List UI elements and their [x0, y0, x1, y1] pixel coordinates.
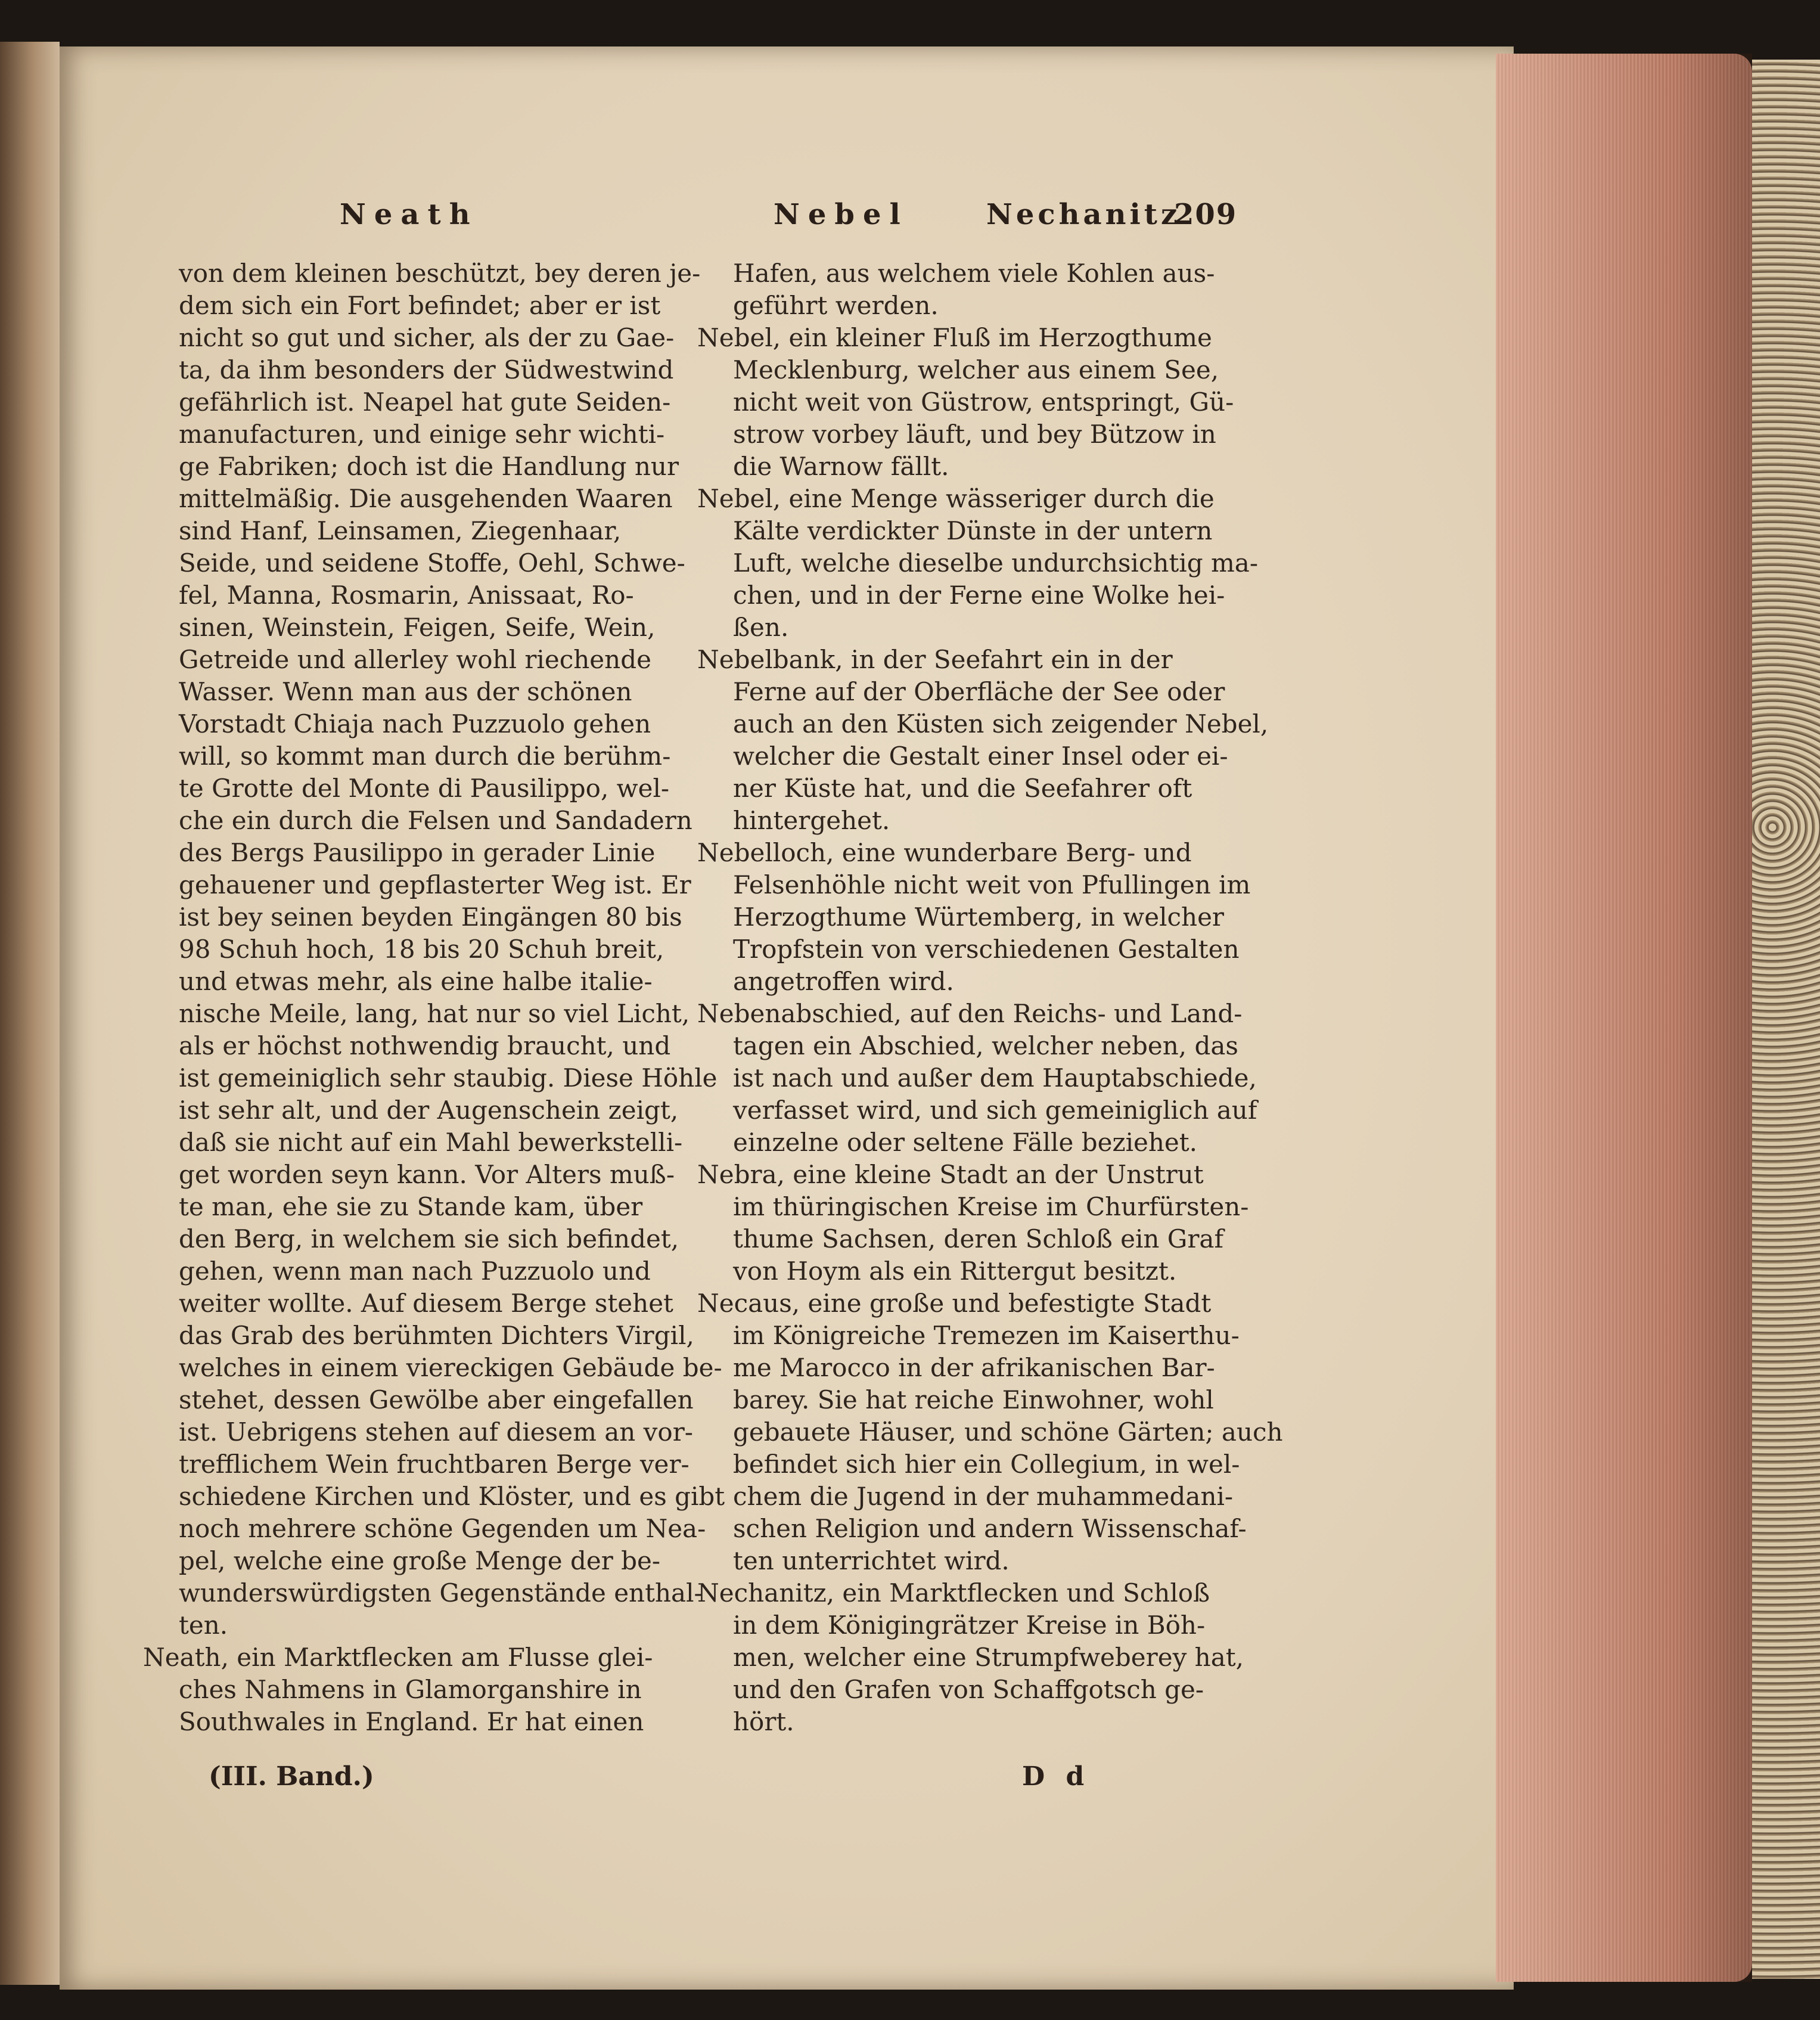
text-line: gehauener und gepflasterter Weg ist. Er [179, 870, 691, 899]
running-head-right: Nechanitz [986, 198, 1181, 231]
running-head-center: Nebel [774, 198, 909, 231]
text-line: ist sehr alt, und der Augenschein zeigt, [179, 1096, 679, 1125]
text-line: Kälte verdickter Dünste in der untern [733, 516, 1213, 545]
text-line: Hafen, aus welchem viele Kohlen aus- [733, 259, 1215, 288]
text-line: Necaus, eine große und befestigte Stadt [697, 1289, 1212, 1318]
text-line: ist. Uebrigens stehen auf diesem an vor- [179, 1417, 693, 1447]
text-line: geführt werden. [733, 291, 939, 320]
text-line: men, welcher eine Strumpfweberey hat, [733, 1643, 1244, 1672]
text-line: im Königreiche Tremezen im Kaiserthu- [733, 1321, 1240, 1350]
text-line: 98 Schuh hoch, 18 bis 20 Schuh breit, [179, 935, 664, 964]
volume-mark: (III. Band.) [209, 1761, 374, 1792]
text-line: barey. Sie hat reiche Einwohner, wohl [733, 1385, 1214, 1414]
text-line: Herzogthume Würtemberg, in welcher [733, 902, 1225, 932]
text-line: Wasser. Wenn man aus der schönen [179, 677, 632, 706]
text-line: Nebelbank, in der Seefahrt ein in der [697, 645, 1173, 674]
text-line: get worden seyn kann. Vor Alters muß- [179, 1160, 675, 1189]
text-line: das Grab des berühmten Dichters Virgil, [179, 1321, 694, 1350]
text-line: des Bergs Pausilippo in gerader Linie [179, 838, 656, 867]
text-line: den Berg, in welchem sie sich befindet, [179, 1224, 679, 1253]
text-line: ten. [179, 1611, 228, 1640]
text-line: Felsenhöhle nicht weit von Pfullingen im [733, 870, 1251, 899]
text-line: wunderswürdigsten Gegenstände enthal- [179, 1578, 703, 1608]
page-number: 209 [1174, 198, 1238, 231]
text-line: angetroffen wird. [733, 967, 954, 996]
text-line: ge Fabriken; doch ist die Handlung nur [179, 452, 679, 481]
text-line: nicht weit von Güstrow, entspringt, Gü- [733, 387, 1234, 417]
text-line: Nechanitz, ein Marktflecken und Schloß [697, 1578, 1210, 1608]
text-line: einzelne oder seltene Fälle beziehet. [733, 1128, 1197, 1157]
text-line: stehet, dessen Gewölbe aber eingefallen [179, 1385, 694, 1414]
text-line: gehen, wenn man nach Puzzuolo und [179, 1256, 651, 1286]
text-line: in dem Königingrätzer Kreise in Böh- [733, 1611, 1206, 1640]
text-line: und etwas mehr, als eine halbe italie- [179, 967, 653, 996]
text-line: ist gemeiniglich sehr staubig. Diese Höhle [179, 1063, 718, 1093]
text-line: Vorstadt Chiaja nach Puzzuolo gehen [179, 709, 651, 739]
text-line: noch mehrere schöne Gegenden um Nea- [179, 1514, 706, 1543]
text-line: ta, da ihm besonders der Südwestwind [179, 355, 674, 384]
text-line: nicht so gut und sicher, als der zu Gae- [179, 323, 675, 352]
text-line: te Grotte del Monte di Pausilippo, wel- [179, 774, 670, 803]
text-line: che ein durch die Felsen und Sandadern [179, 806, 692, 835]
text-line: Nebra, eine kleine Stadt an der Unstrut [697, 1160, 1204, 1189]
text-line: Tropfstein von verschiedenen Gestalten [733, 935, 1240, 964]
text-line: chen, und in der Ferne eine Wolke hei- [733, 581, 1225, 610]
text-line: von Hoym als ein Rittergut besitzt. [733, 1256, 1177, 1286]
text-line: Luft, welche dieselbe undurchsichtig ma- [733, 548, 1259, 578]
text-line: von dem kleinen beschützt, bey deren je- [179, 259, 701, 288]
text-line: welches in einem viereckigen Gebäude be- [179, 1353, 722, 1382]
text-line: trefflichem Wein fruchtbaren Berge ver- [179, 1450, 690, 1479]
marbled-cover [1752, 60, 1820, 1979]
text-line: gebauete Häuser, und schöne Gärten; auch [733, 1417, 1283, 1447]
text-line: Seide, und seidene Stoffe, Oehl, Schwe- [179, 548, 685, 578]
text-line: schiedene Kirchen und Klöster, und es gibt [179, 1482, 725, 1511]
text-line: gefährlich ist. Neapel hat gute Seiden- [179, 387, 671, 417]
text-line: tagen ein Abschied, welcher neben, das [733, 1031, 1238, 1060]
text-line: hört. [733, 1707, 794, 1736]
text-line: strow vorbey läuft, und bey Bützow in [733, 420, 1216, 449]
text-line: schen Religion und andern Wissenschaf- [733, 1514, 1247, 1543]
signature-mark: D d [1022, 1761, 1091, 1792]
facing-page-edge [0, 42, 60, 1985]
text-line: als er höchst nothwendig braucht, und [179, 1031, 671, 1060]
text-line: Southwales in England. Er hat einen [179, 1707, 644, 1736]
text-line: verfasset wird, und sich gemeiniglich auf [733, 1096, 1257, 1125]
text-line: ist bey seinen beyden Eingängen 80 bis [179, 902, 682, 932]
text-line: im thüringischen Kreise im Churfürsten- [733, 1192, 1249, 1221]
text-line: chem die Jugend in der muhammedani- [733, 1482, 1234, 1511]
page-fore-edge [1496, 54, 1752, 1982]
text-line: Mecklenburg, welcher aus einem See, [733, 355, 1219, 384]
text-line: will, so kommt man durch die berühm- [179, 741, 671, 771]
text-line: auch an den Küsten sich zeigender Nebel, [733, 709, 1269, 739]
text-line: ches Nahmens in Glamorganshire in [179, 1675, 642, 1704]
text-line: dem sich ein Fort befindet; aber er ist [179, 291, 661, 320]
text-line: Nebel, ein kleiner Fluß im Herzogthume [697, 323, 1212, 352]
text-line: ner Küste hat, und die Seefahrer oft [733, 774, 1192, 803]
text-line: ist nach und außer dem Hauptabschiede, [733, 1063, 1257, 1093]
left-column-text [143, 257, 725, 1738]
text-line: pel, welche eine große Menge der be- [179, 1546, 661, 1575]
text-line: mittelmäßig. Die ausgehenden Waaren [179, 484, 673, 513]
text-line: Getreide und allerley wohl riechende [179, 645, 651, 674]
text-line: befindet sich hier ein Collegium, in wel- [733, 1450, 1240, 1479]
text-line: Neath, ein Marktflecken am Flusse glei- [143, 1643, 653, 1672]
text-line: ten unterrichtet wird. [733, 1546, 1010, 1575]
text-line: te man, ehe sie zu Stande kam, über [179, 1192, 643, 1221]
text-line: hintergehet. [733, 806, 890, 835]
text-line: sinen, Weinstein, Feigen, Seife, Wein, [179, 613, 656, 642]
text-line: daß sie nicht auf ein Mahl bewerkstelli- [179, 1128, 683, 1157]
text-line: thume Sachsen, deren Schloß ein Graf [733, 1224, 1223, 1253]
text-line: Nebel, eine Menge wässeriger durch die [697, 484, 1215, 513]
text-line: me Marocco in der afrikanischen Bar- [733, 1353, 1215, 1382]
text-line: weiter wollte. Auf diesem Berge stehet [179, 1289, 673, 1318]
text-line: fel, Manna, Rosmarin, Anissaat, Ro- [179, 581, 634, 610]
text-line: sind Hanf, Leinsamen, Ziegenhaar, [179, 516, 622, 545]
text-line: nische Meile, lang, hat nur so viel Licht, [179, 999, 690, 1028]
text-line: welcher die Gestalt einer Insel oder ei- [733, 741, 1228, 771]
right-column-text [697, 257, 1283, 1738]
text-line: Ferne auf der Oberfläche der See oder [733, 677, 1225, 706]
text-line: manufacturen, und einige sehr wichti- [179, 420, 665, 449]
text-line: Nebenabschied, auf den Reichs- und Land- [697, 999, 1243, 1028]
running-head-left: Neath [340, 198, 479, 231]
text-line: und den Grafen von Schaffgotsch ge- [733, 1675, 1204, 1704]
text-line: Nebelloch, eine wunderbare Berg- und [697, 838, 1192, 867]
text-line: ßen. [733, 613, 789, 642]
text-line: die Warnow fällt. [733, 452, 949, 481]
